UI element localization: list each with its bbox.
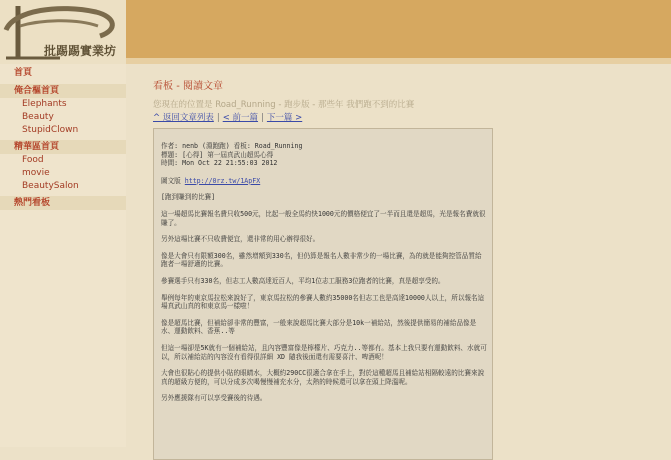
header-banner [126, 0, 671, 58]
article-paragraph: 另外應援隊有可以享受賽後的待遇。 [161, 394, 267, 403]
breadcrumb: 您現在的位置是 Road_Running - 跑步版 - 那些年 我們跑不到的比賽 [153, 100, 415, 110]
sidebar-item-elephants[interactable]: Elephants [22, 99, 67, 109]
back-to-list-link[interactable]: ^ 返回文章列表 [153, 113, 214, 123]
sidebar [0, 0, 126, 447]
sidebar-section-hot-boards[interactable]: 熱門看板 [0, 196, 126, 210]
article-nav [153, 112, 653, 124]
page-subtitle: 閱讀文章 [182, 81, 223, 92]
article-paragraph: 這一場超馬比賽報名費只收500元，比起一般全馬約快1000元的價格便宜了一半而且還是超馬，光是報名費就很賺了。 [161, 209, 486, 227]
nav-divider: | [261, 113, 264, 123]
prev-article-link[interactable]: < 前一篇 [222, 113, 259, 123]
article-paragraph: 像是超馬比賽，但補給卻非常的豐富，一般來說超馬比賽大部分是10k一補給站，然後提供簡易的補給品像是水、運動飲料、香蕉..等 [161, 318, 477, 336]
main-content [153, 80, 653, 124]
site-logo[interactable] [0, 0, 126, 64]
article-paragraph: 舉例每年的東京馬拉松來說好了，東京馬拉松的參賽人數約35000名但志工也是高達10000人以上，所以報名這場真武山真的和東京馬一樣啦！ [161, 293, 485, 311]
sidebar-item-stupidclown[interactable]: StupidClown [22, 125, 79, 135]
article-external-link[interactable]: http://0rz.tw/1ApFX [184, 176, 261, 185]
article-title: 標題: [心得] 第一屆真武山超馬心得 [161, 150, 274, 159]
article-paragraph: 像是大會只有限額300名，雖然增額到330名，但仍算是報名人數非常少的一場比賽，為的就是能夠控管品質給跑者一場舒適的比賽。 [161, 251, 482, 269]
article-paragraph: 參賽選手只有330名，但志工人數高達近百人，平均1位志工服務3位跑者的比賽，真是超享受的。 [161, 276, 445, 285]
article-paragraph: 大會也很貼心的提供小貼的眼睛水，大概約290CC很適合拿在手上，對於這種超馬且補給站相隔較遠的比賽來說真的超級方便的，可以分成多次喝慢慢補充水分，太熱的時候還可以拿在頭上降溫呢。 [161, 369, 485, 386]
article-link-line [161, 177, 487, 186]
article-paragraph: 但這一場卻是5K就有一個補給站，且內容豐富像是檸檬片、巧克力..等都有。基本上我只要有運動飲料、水就可以，所以補給站的內容沒有看得很詳細 XD 隨我後面還有需要喜汁、啤酒呢！ [161, 343, 487, 361]
next-article-link[interactable]: 下一篇 > [266, 113, 303, 123]
sidebar-item-beautysalon[interactable]: BeautySalon [22, 181, 79, 191]
link-label: 圖文版 [161, 176, 181, 185]
article-body [153, 128, 493, 460]
sidebar-nav [0, 66, 126, 210]
title-separator: - [176, 81, 180, 92]
board-label: 看板 [153, 81, 173, 92]
sidebar-section-digest[interactable]: 精華區首頁 [0, 140, 126, 154]
sidebar-section-favorites[interactable]: 俺合樞首頁 [0, 84, 126, 98]
article-author: 作者: nenb (淵跑跑) 看板: Road_Running [161, 142, 303, 150]
sidebar-item-beauty[interactable]: Beauty [22, 112, 54, 122]
page-title [153, 80, 653, 94]
sidebar-item-movie[interactable]: movie [22, 168, 50, 178]
logo-text: 批踢踢實業坊 [44, 44, 117, 58]
header-stripe [126, 58, 671, 64]
article-header [161, 142, 487, 168]
article-paragraph: 另外這場比賽不只收費便宜，還非常的用心辦得很好。 [161, 235, 320, 244]
nav-divider: | [216, 113, 220, 123]
sidebar-item-home[interactable]: 首頁 [14, 68, 33, 78]
article-time: 時間: Mon Oct 22 21:55:03 2012 [161, 159, 278, 168]
article-paragraph: [跑到賺到的比賽] [161, 193, 216, 202]
sidebar-item-food[interactable]: Food [22, 155, 44, 165]
